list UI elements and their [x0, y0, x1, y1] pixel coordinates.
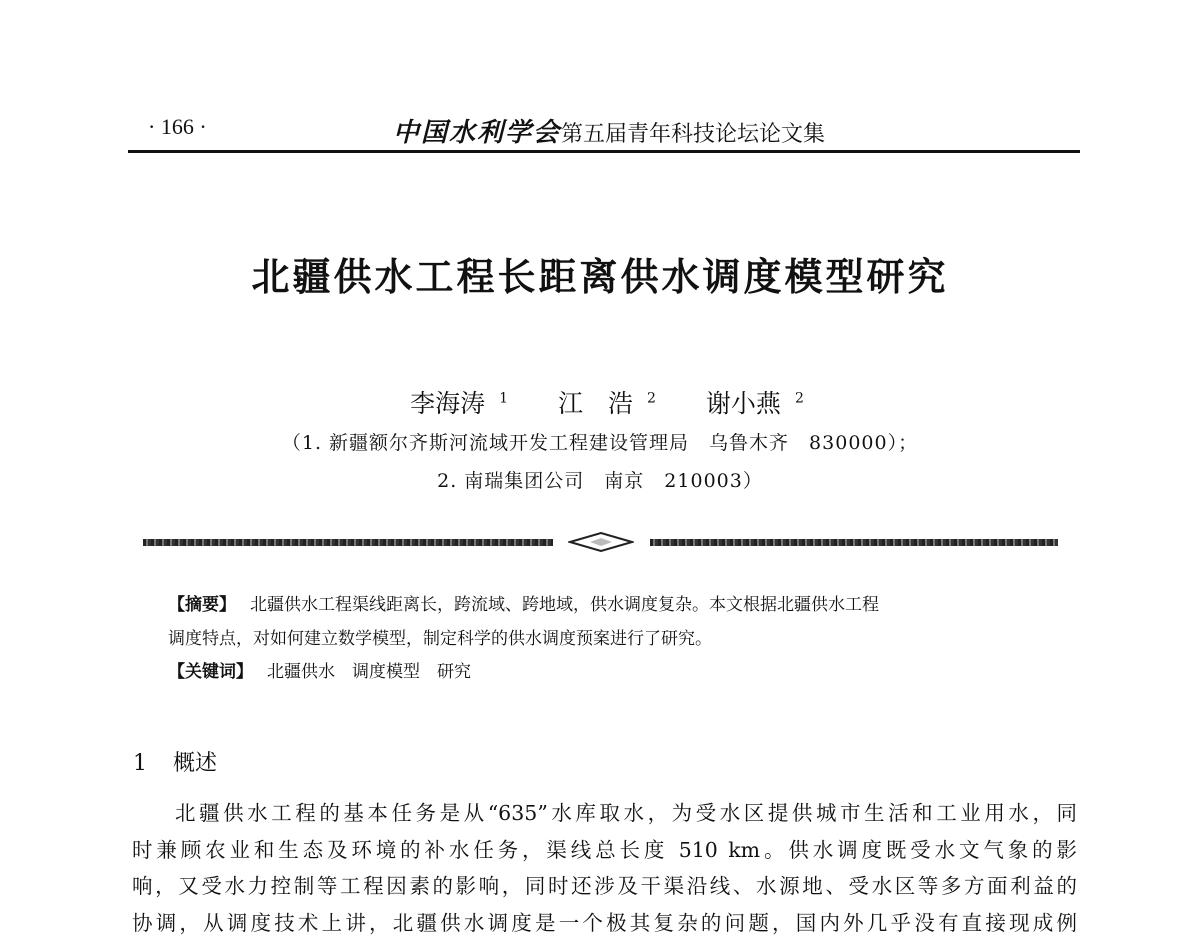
divider-left [143, 539, 553, 546]
abstract [168, 590, 879, 615]
divider-right [650, 539, 1058, 546]
keywords [168, 657, 471, 682]
section-title: 概述 [173, 751, 218, 776]
divider-diamond-ornament [568, 532, 634, 552]
body-line: 北疆供水工程的基本任务是从“635”水库取水，为受水区提供城市生活和工业用水，同 [175, 801, 1077, 825]
running-header [393, 112, 825, 149]
keywords-value: 北疆供水 调度模型 研究 [267, 662, 471, 682]
header-rule [128, 150, 1080, 153]
paper-title: 北疆供水工程长距离供水调度模型研究 [251, 255, 949, 299]
author: 李海涛 $^1$ [410, 389, 509, 418]
abstract-line: 调度特点，对如何建立数学模型，制定科学的供水调度预案进行了研究。 [168, 629, 712, 649]
journal-brand: 中国水利学会 [393, 118, 562, 148]
author-list [0, 384, 1200, 420]
author: 江 浩 $^2$ [558, 389, 656, 418]
body-line: 响，又受水力控制等工程因素的影响，同时还涉及干渠沿线、水源地、受水区等多方面利益的 [132, 874, 1077, 898]
section-heading [133, 746, 217, 777]
journal-title: 第五届青年科技论坛论文集 [561, 122, 826, 147]
page-number: · 166 · [148, 114, 207, 139]
affiliation: 2. 南瑞集团公司 南京 210003） [437, 470, 763, 492]
affiliation: （1. 新疆额尔齐斯河流域开发工程建设管理局 乌鲁木齐 830000）； [281, 432, 919, 454]
abstract-label: 【摘要】 [168, 595, 236, 615]
section-number: 1 [133, 751, 147, 776]
body-line: 时兼顾农业和生态及环境的补水任务，渠线总长度 510 km。供水调度既受水文气象的影 [132, 838, 1077, 862]
abstract-line: 北疆供水工程渠线距离长，跨流域、跨地域，供水调度复杂。本文根据北疆供水工程 [250, 595, 879, 615]
body-line: 协调，从调度技术上讲，北疆供水调度是一个极其复杂的问题，国内外几乎没有直接现成例 [132, 911, 1077, 935]
keywords-label: 【关键词】 [168, 662, 253, 682]
author: 谢小燕 $^2$ [705, 389, 804, 418]
